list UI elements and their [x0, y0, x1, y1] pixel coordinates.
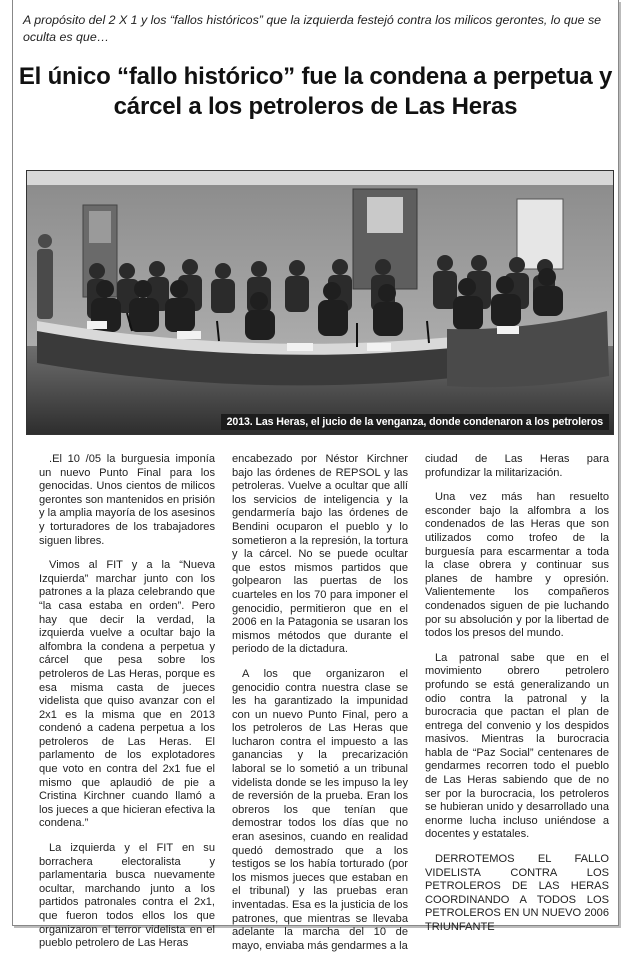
paragraph: La patronal sabe que en el movimiento obrero petrolero profundo se está generalizando un odio contra la patronal y la burocracia que pactan el plan de entrega del convenio y los despidos masivos. Mientras la burocracia habla de “Paz Social” centenares de gendarmes recorren todo el pueblo de Las Heras sabiendo que de no ser por la burocracia, los petroleros se hubieran unido y desarrollado una enorme lucha incluso uniéndose a docentes y estatales.	[425, 651, 609, 841]
paragraph: Vimos al FIT y a la “Nueva Izquierda” marchar junto con los patrones a la plaza celebrando que “la casa estaba en orden”. Pero hay que decir la verdad, la izquierda vuelve a ocultar bajo la alfombra la condena a perpetua y cárcel que pesa sobre los petroleros de Las Heras, porque es esa misma casta de jueces videlista que quiso avanzar con el 2x1 es la misma que en 2013 condenó a cadena perpetua a los petroleros de Las Heras. El parlamento de los explotadores que voto en contra del 2x1 fue el mismo que aplaudió de pie a Cristina Kirchner cuando llamó a los jueces a que hicieran efectiva la condena.”	[39, 559, 215, 830]
article-body	[39, 453, 611, 952]
paragraph: encabezado por Néstor Kirchner bajo las órdenes de REPSOL y las petroleras. Vuelve a ocultar que allí los servicios de inteligencia y la gendarmería bajo las órdenes de Bendini ocuparon el pueblo y lo sometieron a la represión, la tortura y la cárcel. No se puede ocultar que estos mismos partidos que golpearon las puertas de los cuarteles en los 70 para imponer el genocidio, permitieron que en el 2006 en la Patagonia se usaran los mismos métodos que durante el periodo de la dictadura.	[232, 453, 408, 656]
column-1	[39, 453, 215, 953]
paragraph: A los que organizaron el genocidio contra nuestra clase se les ha garantizado la impunidad con un nuevo Punto Final, pero a los petroleros de Las Heras que lucharon contra el impuesto a las ganancias y la precarización laboral se lo sometió a un tribunal videlista donde se les impuso la ley de reversión de la prueba. Eran los obreros los que tenían que demostrar todos los días que no eran asesinos, cuando en realidad quedó demostrado que a los testigos se los había torturado (por los mismos jueces que estaban en el tribunal) y las pruebas eran inventadas. Esa es la justicia de los patrones, que mientras se llevaba adelante la marcha del 10 de mayo, enviaba más gendarmes a la	[232, 667, 408, 952]
paragraph: .El 10 /05 la burguesia imponía un nuevo Punto Final para los genocidas. Unos cientos de milicos gerontes son mantenidos en prisión y la amplia mayoría de los asesinos y torturadores de los trabajadores siguen libres.	[39, 453, 215, 547]
column-3	[425, 453, 609, 953]
kicker-text: A propósito del 2 X 1 y los “fallos históricos” que la izquierda festejó contra los milicos gerontes, lo que se oculta es que…	[23, 13, 602, 44]
closing-slogan: DERROTEMOS EL FALLO VIDELISTA CONTRA LOS PETROLEROS DE LAS HERAS COORDINANDO A TODOS LOS PETROLEROS EN UN NUEVO 2006 TRIUNFANTE	[425, 853, 609, 933]
courtroom-photo	[26, 170, 614, 435]
paragraph: La izquierda y el FIT en su borrachera electoralista y parlamentaria busca nuevamente ocultar, marchando junto a los partidos patronales contra el 2x1, que fueron todos ellos los que organizaron el terror videlista en el pueblo petrolero de Las Heras	[39, 842, 215, 950]
headline: El único “fallo histórico” fue la condena a perpetua y cárcel a los petroleros de Las Heras	[18, 63, 613, 120]
newspaper-page	[12, 0, 619, 952]
column-2	[232, 453, 408, 953]
paragraph: ciudad de Las Heras para profundizar la militarización.	[425, 453, 609, 479]
photo-caption: 2013. Las Heras, el jucio de la venganza, donde condenaron a los petroleros	[221, 414, 609, 430]
courtroom-photo-icon	[27, 171, 613, 434]
paragraph: Una vez más han resuelto esconder bajo la alfombra a los condenados de las Heras que son utilizados como trofeo de la burguesía para escarmentar a toda la clase obrera y continuar sus planes de hambre y opresión. Valientemente los compañeros condenados siguen de pie luchando por su absolución y por la libertad de todos los presos del mundo.	[425, 491, 609, 640]
